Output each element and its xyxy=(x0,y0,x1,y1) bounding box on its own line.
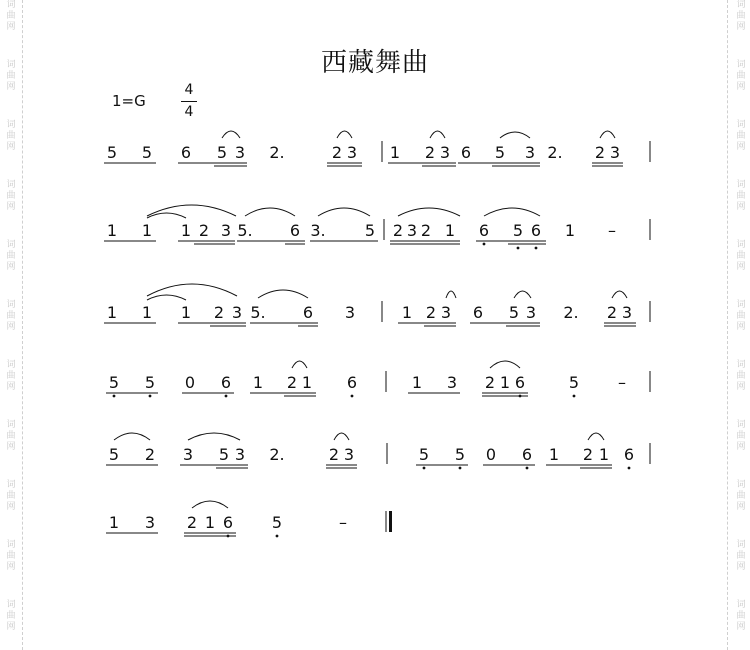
watermark-char: 曲 xyxy=(6,491,16,501)
tie xyxy=(446,291,456,298)
key-signature: 1=G xyxy=(112,92,146,110)
watermark-char: 网 xyxy=(6,262,16,272)
note: 2. xyxy=(547,143,563,162)
note: 3 xyxy=(609,143,621,162)
watermark-char: 词 xyxy=(6,480,16,490)
watermark-char: 网 xyxy=(6,22,16,32)
watermark-char: 曲 xyxy=(6,431,16,441)
note: 6 xyxy=(478,221,490,240)
watermark-char: 曲 xyxy=(736,191,746,201)
watermark-char: 网 xyxy=(736,322,746,332)
note: 3 xyxy=(524,143,536,162)
note: 1 xyxy=(106,303,118,322)
watermark-char: 词 xyxy=(736,60,746,70)
note: 3 xyxy=(439,143,451,162)
watermark-char: 网 xyxy=(6,142,16,152)
note: 3 xyxy=(440,303,452,322)
watermark-char: 网 xyxy=(736,442,746,452)
watermark-char: 词 xyxy=(736,240,746,250)
note: 2 xyxy=(594,143,606,162)
note: 2 xyxy=(186,513,198,532)
note: 1 xyxy=(401,303,413,322)
slur xyxy=(188,433,240,440)
note: 3 xyxy=(343,445,355,464)
note: 1 xyxy=(204,513,216,532)
note: 1 xyxy=(252,373,264,392)
note: 5 xyxy=(508,303,520,322)
watermark-char: 词 xyxy=(6,420,16,430)
watermark-char: 网 xyxy=(736,622,746,632)
octave-dot-low xyxy=(517,247,520,250)
slur xyxy=(245,208,295,216)
note: 5 xyxy=(364,221,376,240)
watermark-char: 曲 xyxy=(6,311,16,321)
final-barline-thick xyxy=(389,511,392,532)
note: 6 xyxy=(514,373,526,392)
watermark-char: 词 xyxy=(6,360,16,370)
watermark-char: 曲 xyxy=(6,611,16,621)
watermark-char: 网 xyxy=(6,322,16,332)
watermark-char: 词 xyxy=(6,300,16,310)
watermark-char: 曲 xyxy=(6,371,16,381)
note: 6 xyxy=(302,303,314,322)
note: 5 xyxy=(144,373,156,392)
note: 2 xyxy=(213,303,225,322)
time-signature-beats: 4 xyxy=(184,82,194,98)
note: 2 xyxy=(425,303,437,322)
note: 1 xyxy=(141,221,153,240)
watermark-char: 网 xyxy=(6,562,16,572)
tie xyxy=(334,433,349,440)
slur xyxy=(398,208,460,216)
note: 2 xyxy=(328,445,340,464)
watermark-char: 词 xyxy=(736,180,746,190)
note: 0 xyxy=(184,373,196,392)
note: 5 xyxy=(108,445,120,464)
note: 6 xyxy=(472,303,484,322)
octave-dot-low xyxy=(535,247,538,250)
watermark-char: 曲 xyxy=(6,191,16,201)
dash-note: – xyxy=(608,221,616,240)
note: 3 xyxy=(182,445,194,464)
tie xyxy=(292,361,307,368)
note: 5. xyxy=(250,303,266,322)
slur xyxy=(222,131,240,138)
note: 6 xyxy=(222,513,234,532)
watermark-char: 网 xyxy=(736,262,746,272)
watermark-char: 词 xyxy=(736,480,746,490)
slur xyxy=(484,208,540,216)
note: 3 xyxy=(234,143,246,162)
note: 5 xyxy=(216,143,228,162)
note: 2 xyxy=(286,373,298,392)
watermark-char: 网 xyxy=(736,562,746,572)
watermark-char: 词 xyxy=(736,540,746,550)
watermark-char: 曲 xyxy=(6,551,16,561)
watermark-char: 词 xyxy=(6,120,16,130)
note: 1 xyxy=(108,513,120,532)
tie xyxy=(337,131,352,138)
note: 6 xyxy=(220,373,232,392)
watermark-char: 词 xyxy=(6,540,16,550)
note: 3 xyxy=(344,303,356,322)
watermark-char: 词 xyxy=(736,360,746,370)
watermark-char: 词 xyxy=(6,60,16,70)
note: 3 xyxy=(406,221,418,240)
slur xyxy=(147,295,186,300)
note: 6 xyxy=(530,221,542,240)
time-signature-unit: 4 xyxy=(184,104,194,120)
note: 1 xyxy=(564,221,576,240)
octave-dot-low xyxy=(149,395,152,398)
note: 1 xyxy=(141,303,153,322)
watermark-char: 曲 xyxy=(736,491,746,501)
watermark-char: 曲 xyxy=(736,71,746,81)
note: 1 xyxy=(106,221,118,240)
watermark-char: 词 xyxy=(736,120,746,130)
slur xyxy=(192,501,228,508)
tie xyxy=(500,132,530,138)
watermark-char: 网 xyxy=(736,22,746,32)
note: 1 xyxy=(444,221,456,240)
watermark-char: 词 xyxy=(6,240,16,250)
octave-dot-low xyxy=(276,535,279,538)
note: 3. xyxy=(310,221,326,240)
watermark-char: 曲 xyxy=(736,11,746,21)
watermark-char: 网 xyxy=(6,382,16,392)
watermark-char: 网 xyxy=(736,202,746,212)
note: 2 xyxy=(420,221,432,240)
note: 2 xyxy=(424,143,436,162)
note: 3 xyxy=(231,303,243,322)
watermark-char: 网 xyxy=(736,382,746,392)
octave-dot-low xyxy=(227,535,230,538)
watermark-char: 词 xyxy=(736,300,746,310)
note: 3 xyxy=(144,513,156,532)
slur xyxy=(114,433,150,440)
tie xyxy=(600,131,615,138)
octave-dot-low xyxy=(459,467,462,470)
dash-note: – xyxy=(618,373,626,392)
note: 3 xyxy=(220,221,232,240)
octave-dot-low xyxy=(483,243,486,246)
watermark-char: 曲 xyxy=(736,371,746,381)
note: 5 xyxy=(418,445,430,464)
note: 6 xyxy=(180,143,192,162)
note: 2 xyxy=(198,221,210,240)
note: 0 xyxy=(485,445,497,464)
watermark-char: 网 xyxy=(6,442,16,452)
note: 2 xyxy=(484,373,496,392)
watermark-char: 词 xyxy=(736,600,746,610)
dash-note: – xyxy=(339,513,347,532)
tie xyxy=(612,291,627,298)
watermark-char: 网 xyxy=(6,82,16,92)
note: 6 xyxy=(623,445,635,464)
note: 6 xyxy=(346,373,358,392)
tie xyxy=(514,291,531,298)
octave-dot-low xyxy=(628,467,631,470)
tie xyxy=(430,131,445,138)
watermark-char: 词 xyxy=(736,420,746,430)
watermark-char: 曲 xyxy=(736,131,746,141)
song-title: 西藏舞曲 xyxy=(320,48,429,78)
note: 2 xyxy=(144,445,156,464)
octave-dot-low xyxy=(113,395,116,398)
note: 1 xyxy=(180,303,192,322)
octave-dot-low xyxy=(351,395,354,398)
note: 3 xyxy=(346,143,358,162)
octave-dot-low xyxy=(526,467,529,470)
note: 1 xyxy=(301,373,313,392)
slur xyxy=(490,361,520,368)
watermark-char: 网 xyxy=(736,82,746,92)
watermark-char: 曲 xyxy=(6,131,16,141)
note: 6 xyxy=(289,221,301,240)
octave-dot-low xyxy=(573,395,576,398)
note: 5 xyxy=(108,373,120,392)
slur xyxy=(147,284,237,296)
note: 1 xyxy=(499,373,511,392)
note: 3 xyxy=(446,373,458,392)
watermark-char: 曲 xyxy=(6,11,16,21)
watermark-char: 曲 xyxy=(736,431,746,441)
note: 5. xyxy=(237,221,253,240)
note: 5 xyxy=(271,513,283,532)
note: 5 xyxy=(106,143,118,162)
slur xyxy=(258,290,308,298)
note: 3 xyxy=(234,445,246,464)
note: 5 xyxy=(141,143,153,162)
note: 5 xyxy=(568,373,580,392)
slur xyxy=(318,208,370,216)
watermark-char: 词 xyxy=(736,0,746,10)
watermark-char: 曲 xyxy=(6,251,16,261)
note: 2 xyxy=(606,303,618,322)
watermark-char: 词 xyxy=(6,0,16,10)
note: 3 xyxy=(621,303,633,322)
watermark-char: 网 xyxy=(6,202,16,212)
octave-dot-low xyxy=(225,395,228,398)
note: 5 xyxy=(494,143,506,162)
note: 2 xyxy=(331,143,343,162)
note: 2. xyxy=(269,445,285,464)
note: 5 xyxy=(454,445,466,464)
watermark-char: 曲 xyxy=(736,251,746,261)
note: 1 xyxy=(389,143,401,162)
watermark-char: 网 xyxy=(6,622,16,632)
note: 6 xyxy=(460,143,472,162)
slur xyxy=(147,205,236,216)
note: 2 xyxy=(392,221,404,240)
note: 2 xyxy=(582,445,594,464)
octave-dot-low xyxy=(423,467,426,470)
watermark-char: 网 xyxy=(6,502,16,512)
tie xyxy=(588,433,604,440)
watermark-char: 网 xyxy=(736,142,746,152)
watermark-char: 词 xyxy=(6,180,16,190)
note: 1 xyxy=(548,445,560,464)
note: 1 xyxy=(598,445,610,464)
note: 1 xyxy=(411,373,423,392)
watermark-char: 曲 xyxy=(736,551,746,561)
watermark-char: 曲 xyxy=(736,611,746,621)
watermark-char: 词 xyxy=(6,600,16,610)
note: 5 xyxy=(218,445,230,464)
note: 1 xyxy=(180,221,192,240)
note: 3 xyxy=(525,303,537,322)
watermark-char: 曲 xyxy=(6,71,16,81)
watermark-char: 网 xyxy=(736,502,746,512)
note: 6 xyxy=(521,445,533,464)
note: 2. xyxy=(563,303,579,322)
octave-dot-low xyxy=(519,395,522,398)
note: 2. xyxy=(269,143,285,162)
note: 5 xyxy=(512,221,524,240)
watermark-char: 曲 xyxy=(736,311,746,321)
